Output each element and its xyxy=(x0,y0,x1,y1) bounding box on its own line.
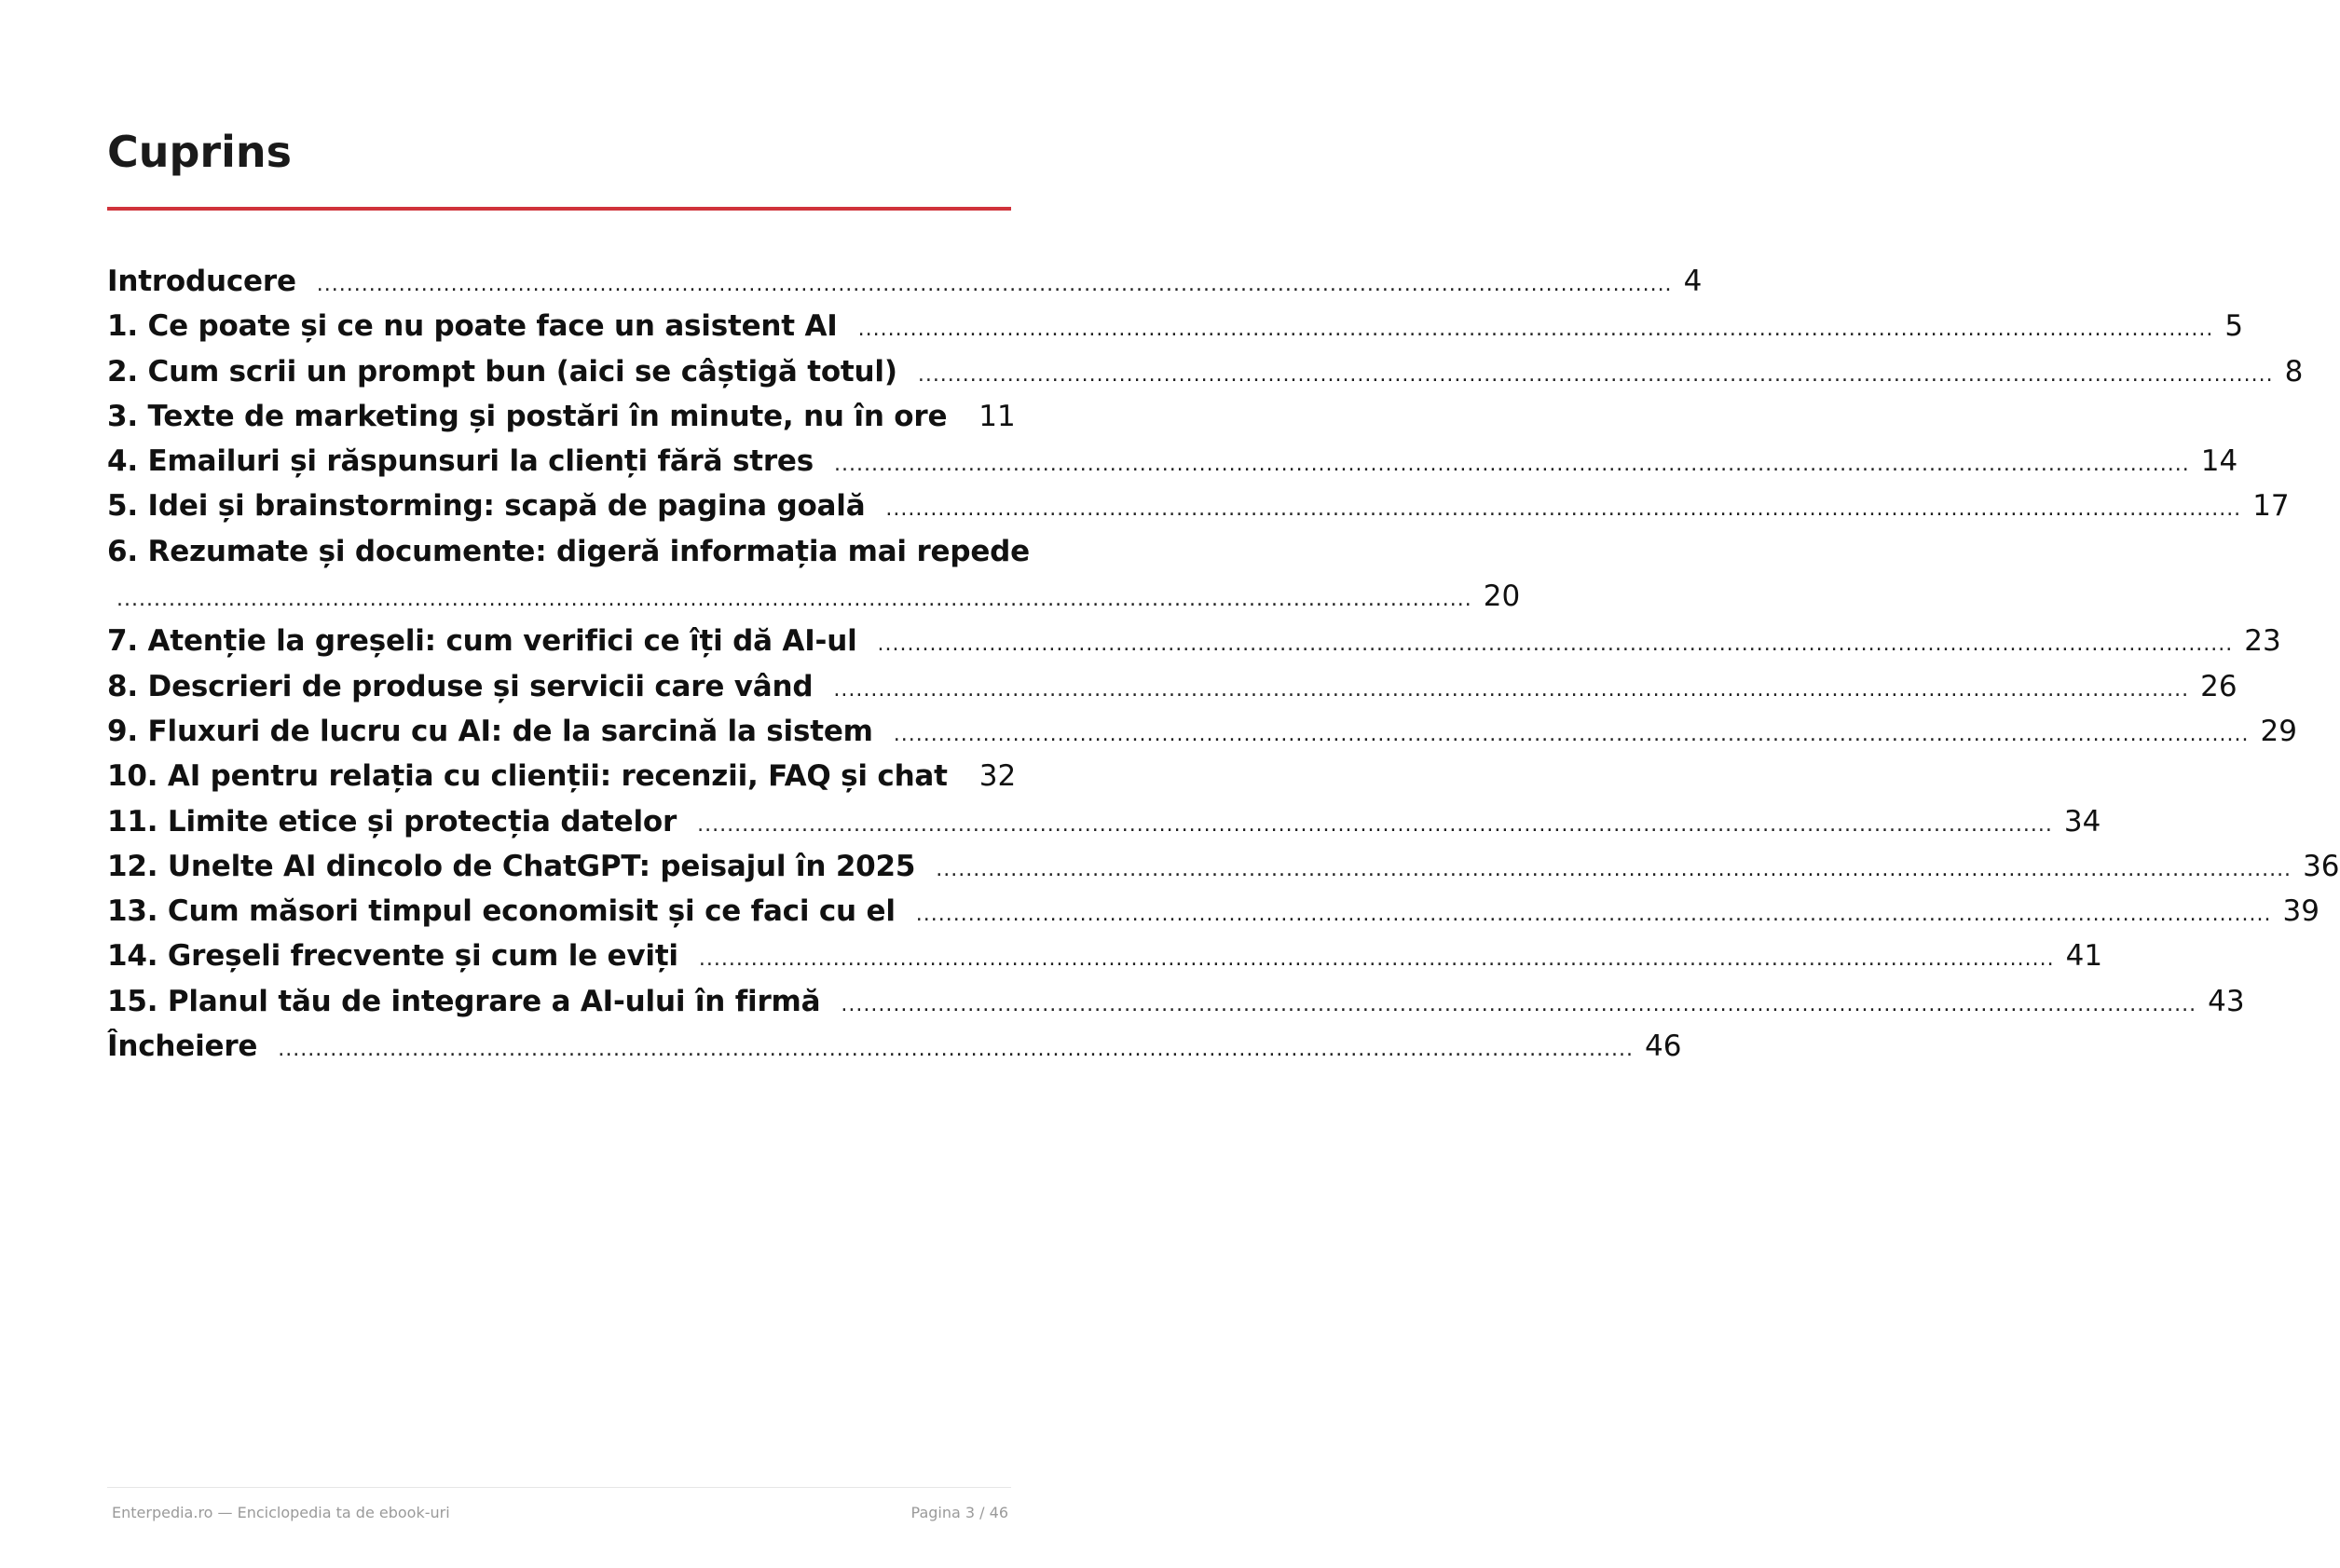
toc-entry-page: 5 xyxy=(2224,309,2244,344)
toc-dot-leader xyxy=(885,487,2241,532)
toc-entry-page: 39 xyxy=(2282,894,2319,929)
toc-entry-page: 14 xyxy=(2200,444,2238,479)
toc-entry-chapter-15[interactable] xyxy=(107,979,2245,1024)
toc-entry-title: 14. Greșeli frecvente și cum le eviți xyxy=(107,939,678,974)
toc-dot-leader xyxy=(918,353,2274,398)
toc-entry-chapter-13[interactable] xyxy=(107,889,2319,934)
toc-dot-leader xyxy=(936,848,2292,893)
toc-entry-introducere[interactable] xyxy=(107,259,1703,304)
toc-entry-chapter-10[interactable] xyxy=(107,754,1017,798)
toc-entry-incheiere[interactable] xyxy=(107,1024,1682,1069)
toc-entry-page: 46 xyxy=(1645,1029,1682,1064)
toc-dot-leader xyxy=(916,893,2272,937)
toc-entry-chapter-6[interactable] xyxy=(107,529,1521,620)
toc-entry-title: 6. Rezumate și documente: digeră informația mai repede xyxy=(107,534,1030,568)
toc-entry-chapter-3[interactable] xyxy=(107,394,1016,439)
toc-entry-title: 7. Atenție la greșeli: cum verifici ce îți dă AI-ul xyxy=(107,624,857,659)
toc-entry-title: 8. Descrieri de produse și servicii care vând xyxy=(107,669,814,703)
toc-entry-title: 12. Unelte AI dincolo de ChatGPT: peisajul în 2025 xyxy=(107,849,916,883)
toc-entry-page: 20 xyxy=(1483,579,1521,614)
toc-entry-page: 41 xyxy=(2065,939,2103,974)
footer-page-number: Pagina 3 / 46 xyxy=(910,1504,1008,1521)
toc-entry-title: Introducere xyxy=(107,265,296,298)
toc-entry-title: 1. Ce poate și ce nu poate face un asistent AI xyxy=(107,309,838,344)
toc-entry-title: 9. Fluxuri de lucru cu AI: de la sarcină la sistem xyxy=(107,714,873,748)
toc-entry-title: 4. Emailuri și răspunsuri la clienți fără stres xyxy=(107,444,814,479)
toc-dot-leader xyxy=(878,622,2234,667)
toc-dot-leader xyxy=(697,803,2053,848)
toc-entry-page: 17 xyxy=(2252,489,2290,524)
toc-entry-title: 5. Idei și brainstorming: scapă de pagina goală xyxy=(107,489,866,524)
toc-entry-chapter-9[interactable] xyxy=(107,709,2297,754)
toc-dot-leader xyxy=(699,937,2055,982)
footer-divider xyxy=(107,1487,1011,1488)
toc-dot-leader xyxy=(116,578,1472,622)
footer-site-credit: Enterpedia.ro — Enciclopedia ta de ebook-uri xyxy=(112,1504,450,1521)
toc-entry-chapter-11[interactable] xyxy=(107,799,2101,844)
toc-entry-page: 8 xyxy=(2284,354,2304,389)
toc-dot-leader xyxy=(834,443,2190,487)
toc-entry-page: 29 xyxy=(2260,714,2297,748)
toc-entry-page: 4 xyxy=(1683,265,1703,298)
toc-entry-title: 11. Limite etice și protecția datelor xyxy=(107,804,677,839)
toc-entry-page: 11 xyxy=(978,399,1016,433)
toc-entry-chapter-1[interactable] xyxy=(107,304,2244,348)
toc-entry-title: 10. AI pentru relația cu clienții: recenzii, FAQ și chat xyxy=(107,759,948,794)
toc-dot-leader xyxy=(858,307,2214,352)
toc-dot-leader xyxy=(317,263,1673,307)
toc-entry-title: Încheiere xyxy=(107,1029,258,1064)
toc-dot-leader xyxy=(841,983,2196,1028)
toc-entry-title: 15. Planul tău de integrare a AI-ului în firmă xyxy=(107,984,821,1018)
toc-dot-leader xyxy=(278,1028,1634,1072)
toc-entry-chapter-4[interactable] xyxy=(107,439,2238,484)
toc-entry-title: 13. Cum măsori timpul economisit și ce faci cu el xyxy=(107,894,896,929)
toc-entry-chapter-5[interactable] xyxy=(107,484,2290,528)
toc-entry-chapter-8[interactable] xyxy=(107,664,2237,709)
table-of-contents xyxy=(107,259,2340,1069)
toc-dot-leader xyxy=(833,668,2189,713)
toc-entry-page: 32 xyxy=(978,759,1017,794)
toc-entry-page: 43 xyxy=(2208,984,2245,1018)
toc-entry-title: 2. Cum scrii un prompt bun (aici se câștigă totul) xyxy=(107,354,897,389)
toc-dot-leader xyxy=(894,713,2250,757)
toc-entry-chapter-12[interactable] xyxy=(107,844,2340,889)
toc-entry-page: 36 xyxy=(2303,849,2340,883)
toc-entry-chapter-2[interactable] xyxy=(107,349,2304,394)
toc-entry-chapter-7[interactable] xyxy=(107,619,2281,663)
toc-entry-page: 34 xyxy=(2063,804,2101,839)
toc-entry-page: 26 xyxy=(2200,669,2237,703)
page-title: Cuprins xyxy=(107,127,293,177)
toc-entry-title: 3. Texte de marketing și postări în minute, nu în ore xyxy=(107,399,948,433)
title-divider xyxy=(107,207,1011,211)
toc-entry-chapter-14[interactable] xyxy=(107,934,2103,978)
toc-entry-page: 23 xyxy=(2244,624,2281,659)
